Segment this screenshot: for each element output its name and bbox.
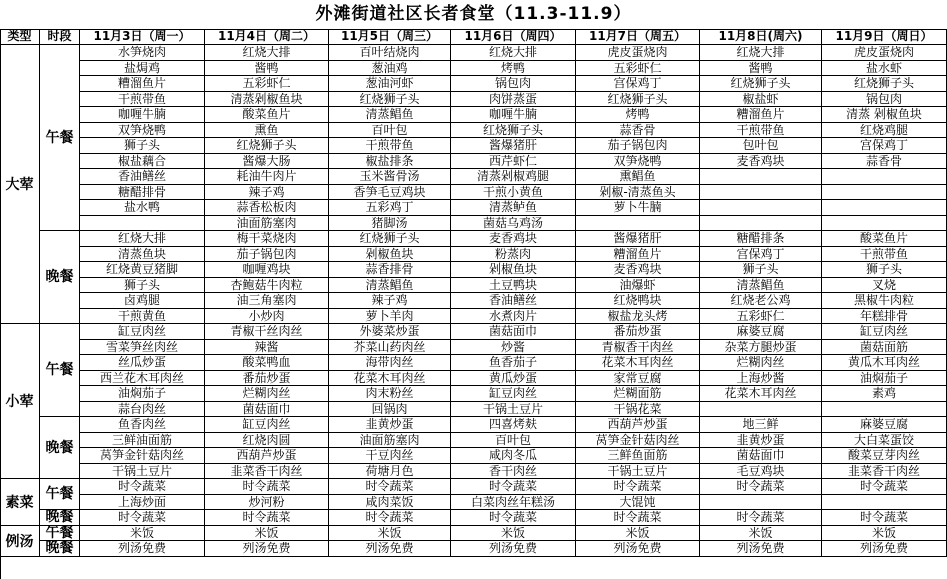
menu-cell: 咖喱牛腩 [80, 107, 205, 123]
menu-cell: 红烧狮子头 [205, 138, 329, 154]
menu-cell: 西葫芦炒蛋 [205, 448, 329, 464]
menu-cell: 酱鸭 [700, 61, 822, 77]
menu-cell: 麦香鸡块 [700, 154, 822, 170]
menu-cell [822, 169, 947, 185]
menu-cell: 芥菜山药肉丝 [329, 340, 451, 356]
menu-cell: 花菜木耳肉丝 [700, 386, 822, 402]
menu-cell: 红烧大排 [205, 45, 329, 61]
menu-cell: 缸豆肉丝 [451, 386, 576, 402]
menu-cell: 双笋烧鸭 [576, 154, 700, 170]
dish-type-label: 小荤 [0, 324, 40, 479]
menu-cell: 菌菇面筋 [822, 340, 947, 356]
menu-cell: 时令蔬菜 [205, 510, 329, 526]
menu-cell: 列汤免费 [576, 541, 700, 557]
menu-cell: 狮子头 [700, 262, 822, 278]
menu-cell: 烂糊肉丝 [700, 355, 822, 371]
menu-cell: 糟溜鱼片 [576, 247, 700, 263]
menu-cell: 三鲜鱼面筋 [576, 448, 700, 464]
menu-cell: 咸肉菜饭 [329, 495, 451, 511]
menu-cell: 椒盐虾 [700, 92, 822, 108]
header-day: 11月6日（周四） [451, 29, 576, 45]
menu-cell [700, 495, 822, 511]
header-day: 11月5日（周三） [329, 29, 451, 45]
menu-cell: 剁椒-清蒸鱼头 [576, 185, 700, 201]
menu-cell [822, 402, 947, 418]
menu-cell: 叉烧 [822, 278, 947, 294]
menu-cell [822, 200, 947, 216]
menu-cell: 狮子头 [80, 138, 205, 154]
menu-cell: 香干肉丝 [451, 464, 576, 480]
menu-cell: 清蒸鲳鱼 [329, 278, 451, 294]
menu-cell: 鱼香茄子 [451, 355, 576, 371]
menu-cell: 时令蔬菜 [205, 479, 329, 495]
menu-cell: 时令蔬菜 [80, 510, 205, 526]
menu-cell: 米饭 [80, 526, 205, 542]
menu-cell [822, 495, 947, 511]
menu-cell [700, 200, 822, 216]
menu-cell: 油面筋塞肉 [205, 216, 329, 232]
menu-cell: 虎皮蛋烧肉 [576, 45, 700, 61]
menu-cell: 莴笋金针菇肉丝 [80, 448, 205, 464]
menu-cell: 清蒸鱼块 [80, 247, 205, 263]
menu-cell: 鱼香肉丝 [80, 417, 205, 433]
menu-cell: 五彩虾仁 [700, 309, 822, 325]
menu-cell: 时令蔬菜 [576, 479, 700, 495]
menu-cell: 卤鸡腿 [80, 293, 205, 309]
menu-cell: 清蒸鲈鱼 [451, 200, 576, 216]
menu-cell: 茄子锅包肉 [576, 138, 700, 154]
menu-cell: 麻婆豆腐 [700, 324, 822, 340]
menu-cell [822, 216, 947, 232]
menu-cell: 油焖茄子 [80, 386, 205, 402]
meal-time-label: 晚餐 [40, 231, 80, 324]
menu-cell: 油爆虾 [576, 278, 700, 294]
menu-cell: 干锅土豆片 [576, 464, 700, 480]
menu-cell: 熏鲳鱼 [576, 169, 700, 185]
menu-cell [576, 216, 700, 232]
menu-cell: 蒜香松板肉 [205, 200, 329, 216]
menu-cell: 葱油鸡 [329, 61, 451, 77]
menu-cell: 锅包肉 [822, 92, 947, 108]
menu-cell: 莴笋金针菇肉丝 [576, 433, 700, 449]
menu-cell [700, 216, 822, 232]
menu-cell: 干煎小黄鱼 [451, 185, 576, 201]
header-type: 类型 [0, 29, 40, 45]
meal-time-label: 晚餐 [40, 417, 80, 479]
meal-time-label: 午餐 [40, 479, 80, 510]
page-title: 外滩街道社区长者食堂（11.3-11.9） [315, 4, 632, 24]
menu-cell: 青椒香干肉丝 [576, 340, 700, 356]
menu-cell: 炒河粉 [205, 495, 329, 511]
menu-cell: 干豆肉丝 [329, 448, 451, 464]
menu-cell: 四喜烤麸 [451, 417, 576, 433]
meal-time-label: 午餐 [40, 324, 80, 417]
menu-cell: 干煎带鱼 [80, 92, 205, 108]
menu-cell: 麦香鸡块 [576, 262, 700, 278]
menu-cell: 剁椒鱼块 [451, 262, 576, 278]
meal-time-label: 午餐 [40, 45, 80, 231]
menu-cell: 列汤免费 [451, 541, 576, 557]
menu-cell: 椒盐藕合 [80, 154, 205, 170]
menu-cell: 香笋毛豆鸡块 [329, 185, 451, 201]
menu-cell: 西葫芦炒蛋 [576, 417, 700, 433]
menu-cell: 酱爆猪肝 [451, 138, 576, 154]
menu-cell: 时令蔬菜 [822, 479, 947, 495]
menu-cell: 西兰花木耳肉丝 [80, 371, 205, 387]
menu-cell: 米饭 [451, 526, 576, 542]
menu-cell: 杏鲍菇牛肉粒 [205, 278, 329, 294]
menu-cell: 剁椒鱼块 [329, 247, 451, 263]
menu-cell: 糖醋排条 [700, 231, 822, 247]
menu-cell: 列汤免费 [80, 541, 205, 557]
menu-cell: 缸豆肉丝 [80, 324, 205, 340]
menu-cell: 菌菇面巾 [205, 402, 329, 418]
menu-cell: 百叶包 [329, 123, 451, 139]
menu-cell: 蒜香骨 [576, 123, 700, 139]
menu-cell: 青椒干丝肉丝 [205, 324, 329, 340]
menu-cell: 干煎带鱼 [329, 138, 451, 154]
menu-cell: 盐焗鸡 [80, 61, 205, 77]
menu-cell: 干锅土豆片 [451, 402, 576, 418]
menu-cell: 水煮肉片 [451, 309, 576, 325]
menu-cell: 葱油河虾 [329, 76, 451, 92]
menu-cell: 宫保鸡丁 [822, 138, 947, 154]
menu-cell: 毛豆鸡块 [700, 464, 822, 480]
menu-cell: 狮子头 [80, 278, 205, 294]
menu-cell: 红烧狮子头 [329, 92, 451, 108]
menu-cell: 红烧狮子头 [822, 76, 947, 92]
menu-cell [700, 169, 822, 185]
menu-cell: 白菜肉丝年糕汤 [451, 495, 576, 511]
menu-cell: 米饭 [329, 526, 451, 542]
menu-cell: 狮子头 [822, 262, 947, 278]
meal-time-label: 晚餐 [40, 510, 80, 526]
menu-cell: 红烧鸡腿 [822, 123, 947, 139]
menu-cell: 韭菜香干肉丝 [822, 464, 947, 480]
menu-cell: 烂糊面筋 [576, 386, 700, 402]
menu-cell: 虎皮蛋烧肉 [822, 45, 947, 61]
menu-cell: 花菜木耳肉丝 [329, 371, 451, 387]
menu-cell: 辣子鸡 [329, 293, 451, 309]
menu-cell: 时令蔬菜 [822, 510, 947, 526]
menu-cell: 梅干菜烧肉 [205, 231, 329, 247]
menu-cell: 上海炒面 [80, 495, 205, 511]
menu-cell: 粉蒸肉 [451, 247, 576, 263]
menu-cell: 百叶包 [451, 433, 576, 449]
menu-cell: 红烧大排 [80, 231, 205, 247]
menu-cell: 米饭 [576, 526, 700, 542]
menu-cell: 干锅土豆片 [80, 464, 205, 480]
menu-cell [80, 216, 205, 232]
menu-cell: 红烧狮子头 [451, 123, 576, 139]
menu-cell: 五彩虾仁 [205, 76, 329, 92]
menu-cell: 小炒肉 [205, 309, 329, 325]
menu-cell: 五彩虾仁 [576, 61, 700, 77]
header-time: 时段 [40, 29, 80, 45]
header-day: 11月7日（周五） [576, 29, 700, 45]
menu-cell: 糖醋排骨 [80, 185, 205, 201]
menu-cell: 红烧鸭块 [576, 293, 700, 309]
menu-cell: 杂菜方腿炒蛋 [700, 340, 822, 356]
dish-type-label: 大荤 [0, 45, 40, 324]
menu-cell: 上海炒酱 [700, 371, 822, 387]
menu-cell: 时令蔬菜 [700, 510, 822, 526]
menu-cell: 盐水鸭 [80, 200, 205, 216]
menu-cell: 蒜香骨 [822, 154, 947, 170]
menu-cell: 玉米酱骨汤 [329, 169, 451, 185]
menu-cell: 时令蔬菜 [451, 479, 576, 495]
menu-cell: 红烧狮子头 [329, 231, 451, 247]
header-day: 11月4日（周二） [205, 29, 329, 45]
menu-cell: 黑椒牛肉粒 [822, 293, 947, 309]
menu-cell: 蒜台肉丝 [80, 402, 205, 418]
menu-cell: 酸菜鱼片 [822, 231, 947, 247]
menu-cell: 荷塘月色 [329, 464, 451, 480]
menu-cell: 萝卜牛腩 [576, 200, 700, 216]
menu-cell: 烤鸭 [451, 61, 576, 77]
menu-cell: 红烧大排 [451, 45, 576, 61]
menu-cell: 番茄炒蛋 [576, 324, 700, 340]
menu-cell: 丝瓜炒蛋 [80, 355, 205, 371]
menu-cell: 韭菜香干肉丝 [205, 464, 329, 480]
menu-cell: 咸肉冬瓜 [451, 448, 576, 464]
menu-cell: 列汤免费 [822, 541, 947, 557]
menu-cell: 缸豆肉丝 [205, 417, 329, 433]
menu-cell: 地三鲜 [700, 417, 822, 433]
menu-cell: 时令蔬菜 [329, 479, 451, 495]
menu-cell: 菌菇面巾 [700, 448, 822, 464]
menu-cell: 糟溜鱼片 [700, 107, 822, 123]
menu-cell: 椒盐排条 [329, 154, 451, 170]
menu-cell: 烂糊肉丝 [205, 386, 329, 402]
menu-cell: 干煎带鱼 [822, 247, 947, 263]
menu-cell: 五彩鸡丁 [329, 200, 451, 216]
menu-cell [822, 185, 947, 201]
menu-cell: 酱鸭 [205, 61, 329, 77]
menu-cell: 三鲜油面筋 [80, 433, 205, 449]
menu-cell: 年糕排骨 [822, 309, 947, 325]
menu-cell: 包叶包 [700, 138, 822, 154]
menu-cell: 宫保鸡丁 [700, 247, 822, 263]
header-day: 11月3日（周一） [80, 29, 205, 45]
menu-cell: 海带肉丝 [329, 355, 451, 371]
menu-cell: 熏鱼 [205, 123, 329, 139]
menu-cell: 素鸡 [822, 386, 947, 402]
menu-cell: 干煎带鱼 [700, 123, 822, 139]
menu-cell: 蒜香排骨 [329, 262, 451, 278]
menu-cell: 红烧老公鸡 [700, 293, 822, 309]
menu-cell: 水笋烧肉 [80, 45, 205, 61]
menu-cell: 萝卜羊肉 [329, 309, 451, 325]
menu-cell: 番茄炒蛋 [205, 371, 329, 387]
menu-cell: 缸豆肉丝 [822, 324, 947, 340]
menu-cell: 麦香鸡块 [451, 231, 576, 247]
menu-cell: 咖喱鸡块 [205, 262, 329, 278]
menu-cell: 时令蔬菜 [329, 510, 451, 526]
menu-cell: 烤鸭 [576, 107, 700, 123]
menu-cell: 时令蔬菜 [700, 479, 822, 495]
menu-cell: 列汤免费 [329, 541, 451, 557]
menu-cell: 时令蔬菜 [80, 479, 205, 495]
menu-cell: 油面筋塞肉 [329, 433, 451, 449]
menu-cell: 雪菜笋丝肉丝 [80, 340, 205, 356]
menu-cell: 红烧狮子头 [576, 92, 700, 108]
dish-type-label: 例汤 [0, 526, 40, 557]
menu-cell: 酱爆猪肝 [576, 231, 700, 247]
menu-cell: 宫保鸡丁 [576, 76, 700, 92]
menu-cell: 韭黄炒蛋 [329, 417, 451, 433]
menu-cell: 黄瓜木耳肉丝 [822, 355, 947, 371]
dish-type-label: 素菜 [0, 479, 40, 526]
meal-time-label: 晚餐 [40, 541, 80, 557]
menu-cell: 油焖茄子 [822, 371, 947, 387]
menu-cell: 干煎黄鱼 [80, 309, 205, 325]
menu-cell: 茄子锅包肉 [205, 247, 329, 263]
menu-cell: 酸菜鸭血 [205, 355, 329, 371]
menu-cell: 回锅肉 [329, 402, 451, 418]
menu-table [0, 29, 947, 579]
menu-cell: 列汤免费 [700, 541, 822, 557]
menu-cell: 辣酱 [205, 340, 329, 356]
menu-cell: 大馄饨 [576, 495, 700, 511]
menu-cell: 黄瓜炒蛋 [451, 371, 576, 387]
menu-cell [700, 185, 822, 201]
menu-cell: 米饭 [700, 526, 822, 542]
menu-cell: 米饭 [822, 526, 947, 542]
menu-cell: 百叶结烧肉 [329, 45, 451, 61]
menu-cell: 耗油牛肉片 [205, 169, 329, 185]
menu-cell: 花菜木耳肉丝 [576, 355, 700, 371]
menu-cell: 糟溜鱼片 [80, 76, 205, 92]
menu-cell: 麻婆豆腐 [822, 417, 947, 433]
menu-cell: 米饭 [205, 526, 329, 542]
header-day: 11月8日(周六) [700, 29, 822, 45]
menu-cell: 菌菇乌鸡汤 [451, 216, 576, 232]
menu-cell: 椒盐龙头烤 [576, 309, 700, 325]
header-day: 11月9日（周日） [822, 29, 947, 45]
menu-cell [700, 402, 822, 418]
menu-cell: 红烧肉圆 [205, 433, 329, 449]
menu-cell: 韭黄炒蛋 [700, 433, 822, 449]
menu-cell: 清蒸鲳鱼 [700, 278, 822, 294]
menu-cell: 干锅花菜 [576, 402, 700, 418]
menu-cell: 酸菜豆芽肉丝 [822, 448, 947, 464]
menu-cell: 油三角塞肉 [205, 293, 329, 309]
menu-cell: 肉末粉丝 [329, 386, 451, 402]
menu-cell: 肉饼蒸蛋 [451, 92, 576, 108]
menu-cell: 红烧大排 [700, 45, 822, 61]
menu-cell: 西芹虾仁 [451, 154, 576, 170]
meal-time-label: 午餐 [40, 526, 80, 542]
menu-cell: 大白菜蛋饺 [822, 433, 947, 449]
menu-cell: 炒酱 [451, 340, 576, 356]
menu-cell: 香油鳝丝 [451, 293, 576, 309]
menu-cell: 红烧狮子头 [700, 76, 822, 92]
menu-cell: 红烧黄豆猪脚 [80, 262, 205, 278]
menu-cell: 酱爆大肠 [205, 154, 329, 170]
menu-cell: 酸菜鱼片 [205, 107, 329, 123]
menu-cell: 家常豆腐 [576, 371, 700, 387]
menu-cell: 列汤免费 [205, 541, 329, 557]
menu-cell: 清蒸鲳鱼 [329, 107, 451, 123]
menu-cell: 咖喱牛腩 [451, 107, 576, 123]
menu-cell: 时令蔬菜 [451, 510, 576, 526]
menu-cell: 外婆菜炒蛋 [329, 324, 451, 340]
menu-cell: 双笋烧鸭 [80, 123, 205, 139]
menu-cell: 香油鳝丝 [80, 169, 205, 185]
menu-cell: 时令蔬菜 [576, 510, 700, 526]
menu-cell: 盐水虾 [822, 61, 947, 77]
menu-cell: 锅包肉 [451, 76, 576, 92]
menu-cell: 清蒸剁椒鸡腿 [451, 169, 576, 185]
menu-cell: 猪脚汤 [329, 216, 451, 232]
menu-cell: 清蒸 剁椒鱼块 [822, 107, 947, 123]
menu-cell: 土豆鸭块 [451, 278, 576, 294]
menu-cell: 辣子鸡 [205, 185, 329, 201]
menu-cell: 清蒸剁椒鱼块 [205, 92, 329, 108]
menu-cell: 菌菇面巾 [451, 324, 576, 340]
